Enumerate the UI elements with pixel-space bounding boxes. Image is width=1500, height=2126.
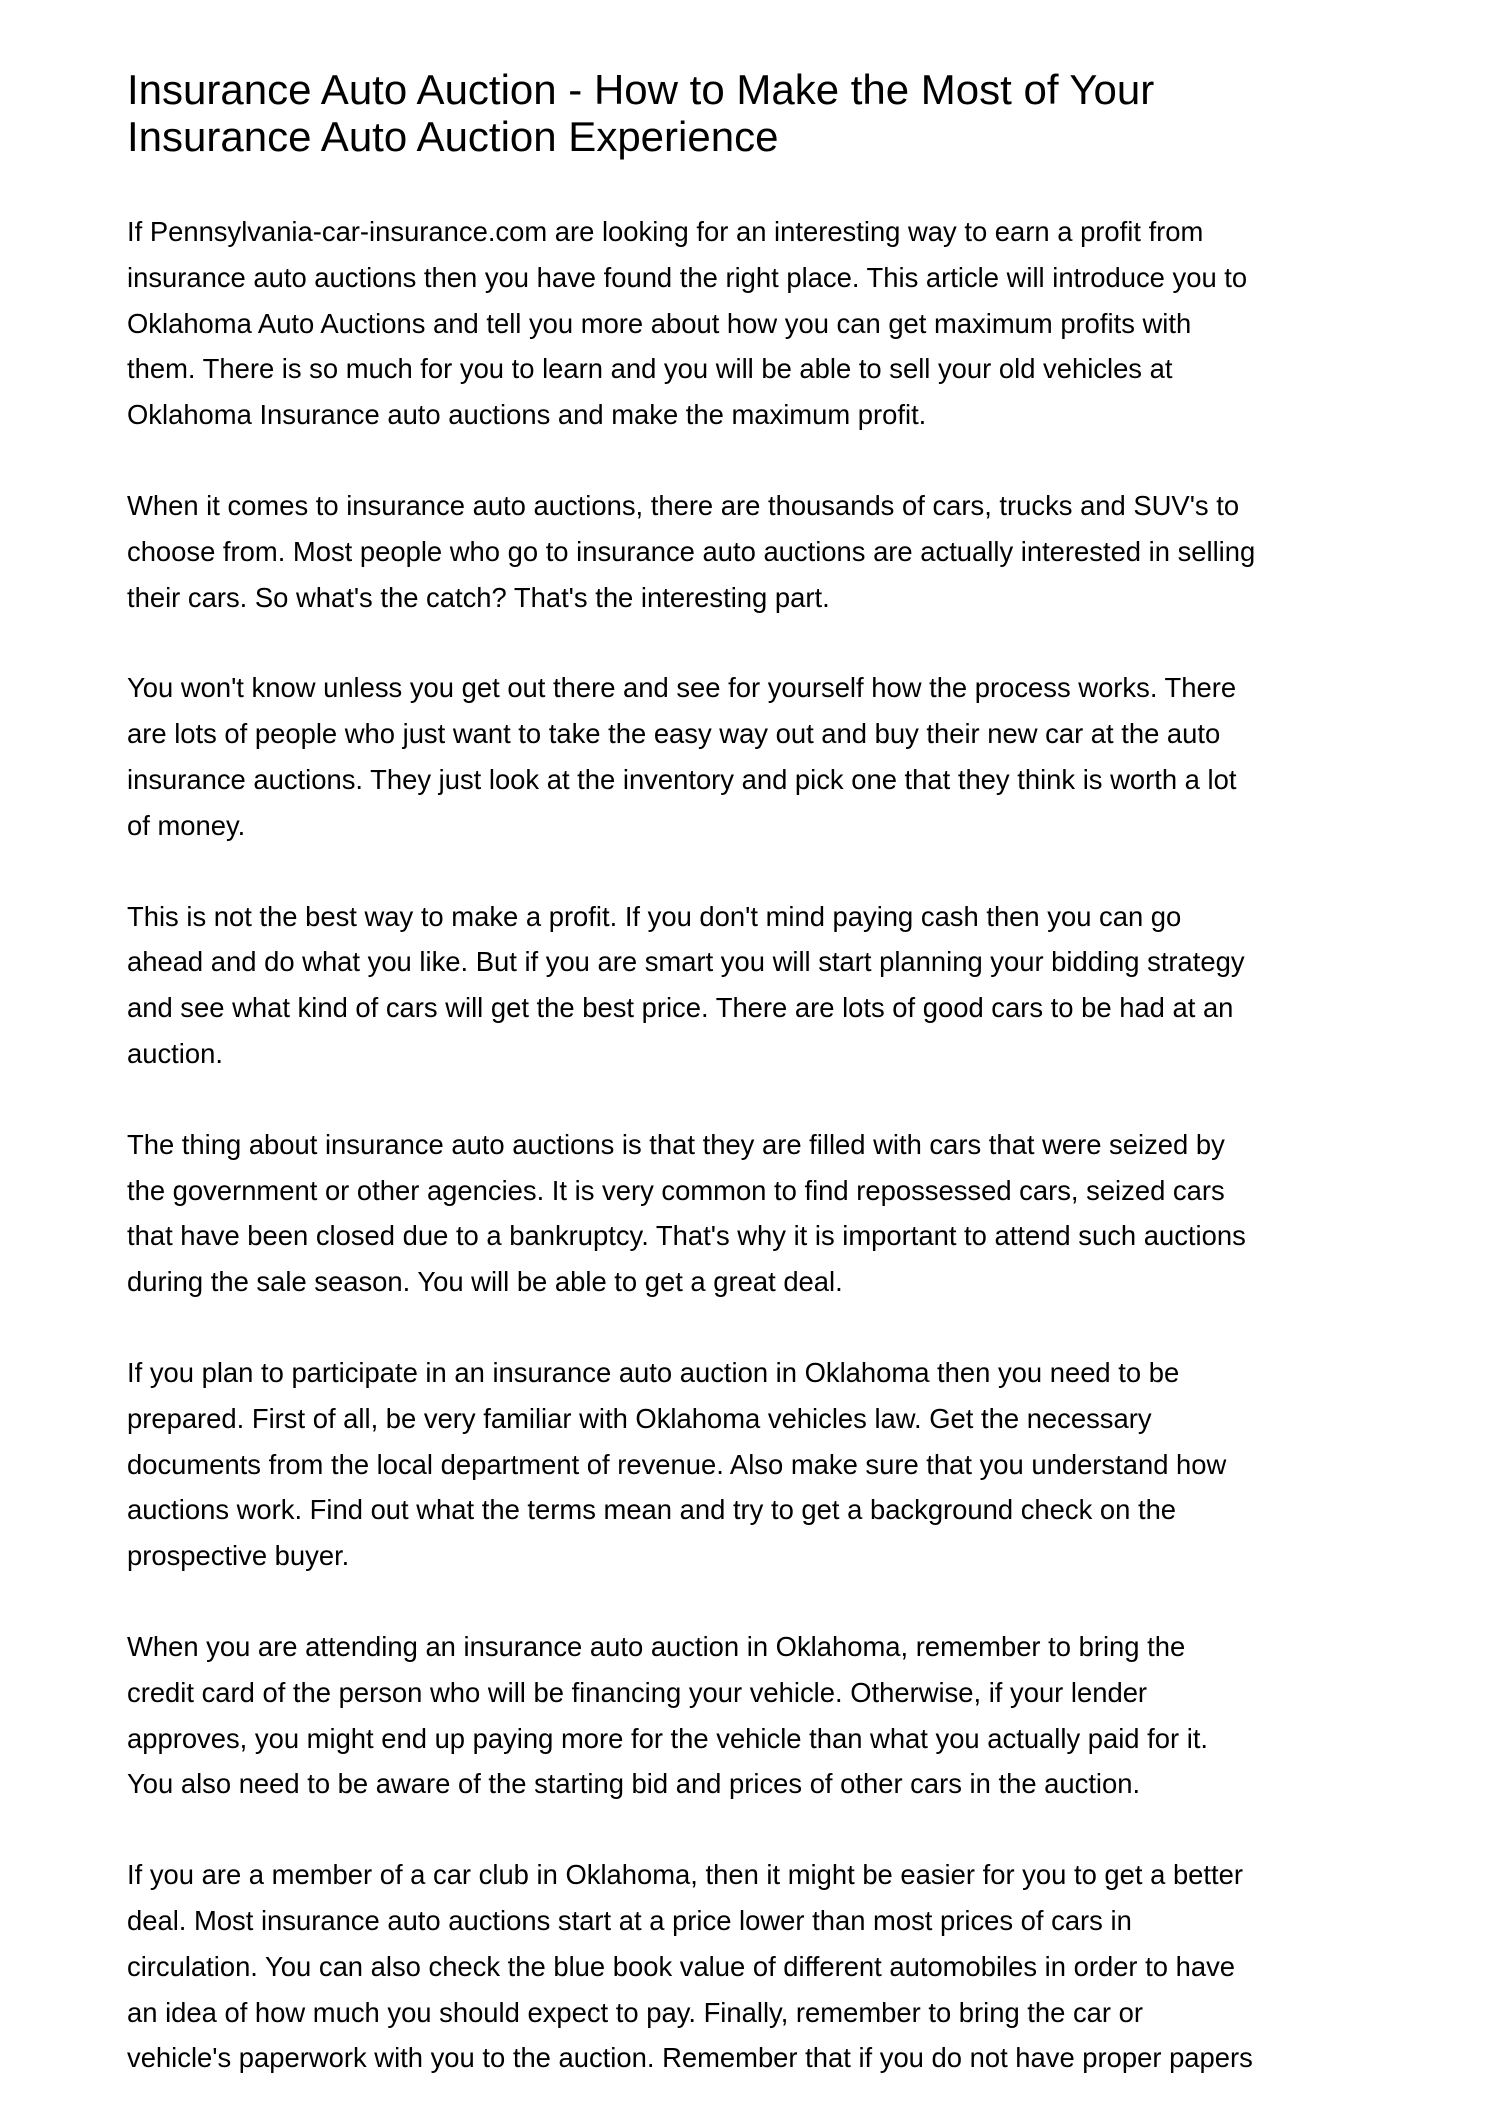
text-line: deal. Most insurance auto auctions start at a price lower than most prices of cars in <box>127 1904 1132 1936</box>
text-line: of money. <box>127 809 246 841</box>
text-line: If you plan to participate in an insurance auto auction in Oklahoma then you need to be <box>127 1356 1180 1388</box>
text-line: You won't know unless you get out there and see for yourself how the process works. There <box>127 672 1237 704</box>
text-line: prospective buyer. <box>127 1540 350 1572</box>
text-line: prepared. First of all, be very familiar with Oklahoma vehicles law. Get the necessary <box>127 1402 1152 1434</box>
text-line: during the sale season. You will be able to get a great deal. <box>127 1266 843 1298</box>
text-line: choose from. Most people who go to insurance auto auctions are actually interested in selling <box>127 535 1256 567</box>
text-line: them. There is so much for you to learn and you will be able to sell your old vehicles at <box>127 353 1173 385</box>
article-body <box>127 209 1389 2081</box>
text-line: an idea of how much you should expect to pay. Finally, remember to bring the car or <box>127 1996 1144 2028</box>
text-line: The thing about insurance auto auctions is that they are filled with cars that were seized by <box>127 1128 1225 1160</box>
paragraph-6 <box>127 1350 1389 1579</box>
title-line: Insurance Auto Auction Experience <box>127 113 779 160</box>
text-line: When it comes to insurance auto auctions, there are thousands of cars, trucks and SUV's to <box>127 489 1240 521</box>
paragraph-5 <box>127 1122 1389 1305</box>
text-line: When you are attending an insurance auto auction in Oklahoma, remember to bring the <box>127 1630 1186 1662</box>
text-line: auction. <box>127 1037 223 1069</box>
text-line: If you are a member of a car club in Oklahoma, then it might be easier for you to get a better <box>127 1859 1243 1891</box>
text-line: vehicle's paperwork with you to the auction. Remember that if you do not have proper papers <box>127 2042 1253 2074</box>
text-line: Oklahoma Insurance auto auctions and make the maximum profit. <box>127 399 927 431</box>
text-line: insurance auctions. They just look at the inventory and pick one that they think is worth a lot <box>127 763 1237 795</box>
text-line: and see what kind of cars will get the best price. There are lots of good cars to be had at an <box>127 992 1234 1024</box>
text-line: credit card of the person who will be financing your vehicle. Otherwise, if your lender <box>127 1676 1148 1708</box>
text-line: Oklahoma Auto Auctions and tell you more about how you can get maximum profits with <box>127 307 1192 339</box>
text-line: This is not the best way to make a profit. If you don't mind paying cash then you can go <box>127 900 1182 932</box>
text-line: their cars. So what's the catch? That's the interesting part. <box>127 581 830 613</box>
text-line: If Pennsylvania-car-insurance.com are looking for an interesting way to earn a profit from <box>127 216 1204 247</box>
text-line: approves, you might end up paying more for the vehicle than what you actually paid for it. <box>127 1722 1209 1754</box>
text-line: are lots of people who just want to take the easy way out and buy their new car at the auto <box>127 718 1221 750</box>
text-line: documents from the local department of revenue. Also make sure that you understand how <box>127 1448 1227 1480</box>
paragraph-7 <box>127 1624 1389 1807</box>
text-line: that have been closed due to a bankruptcy. That's why it is important to attend such auctions <box>127 1220 1246 1252</box>
text-line: the government or other agencies. It is very common to find repossessed cars, seized cars <box>127 1174 1225 1206</box>
text-line: circulation. You can also check the blue book value of different automobiles in order to have <box>127 1950 1236 1982</box>
text-line: You also need to be aware of the starting bid and prices of other cars in the auction. <box>127 1768 1141 1800</box>
paragraph-2 <box>127 483 1389 620</box>
paragraph-4 <box>127 894 1389 1077</box>
text-line: ahead and do what you like. But if you are smart you will start planning your bidding strategy <box>127 946 1245 978</box>
text-line: auctions work. Find out what the terms mean and try to get a background check on the <box>127 1494 1177 1526</box>
title-line: Insurance Auto Auction - How to Make the Most of Your <box>127 66 1155 113</box>
document-page <box>127 66 1389 2126</box>
page-title <box>127 66 1389 160</box>
paragraph-1 <box>127 209 1389 438</box>
paragraph-3 <box>127 665 1389 848</box>
text-line: insurance auto auctions then you have found the right place. This article will introduce you to <box>127 261 1248 293</box>
paragraph-8 <box>127 1852 1389 2081</box>
